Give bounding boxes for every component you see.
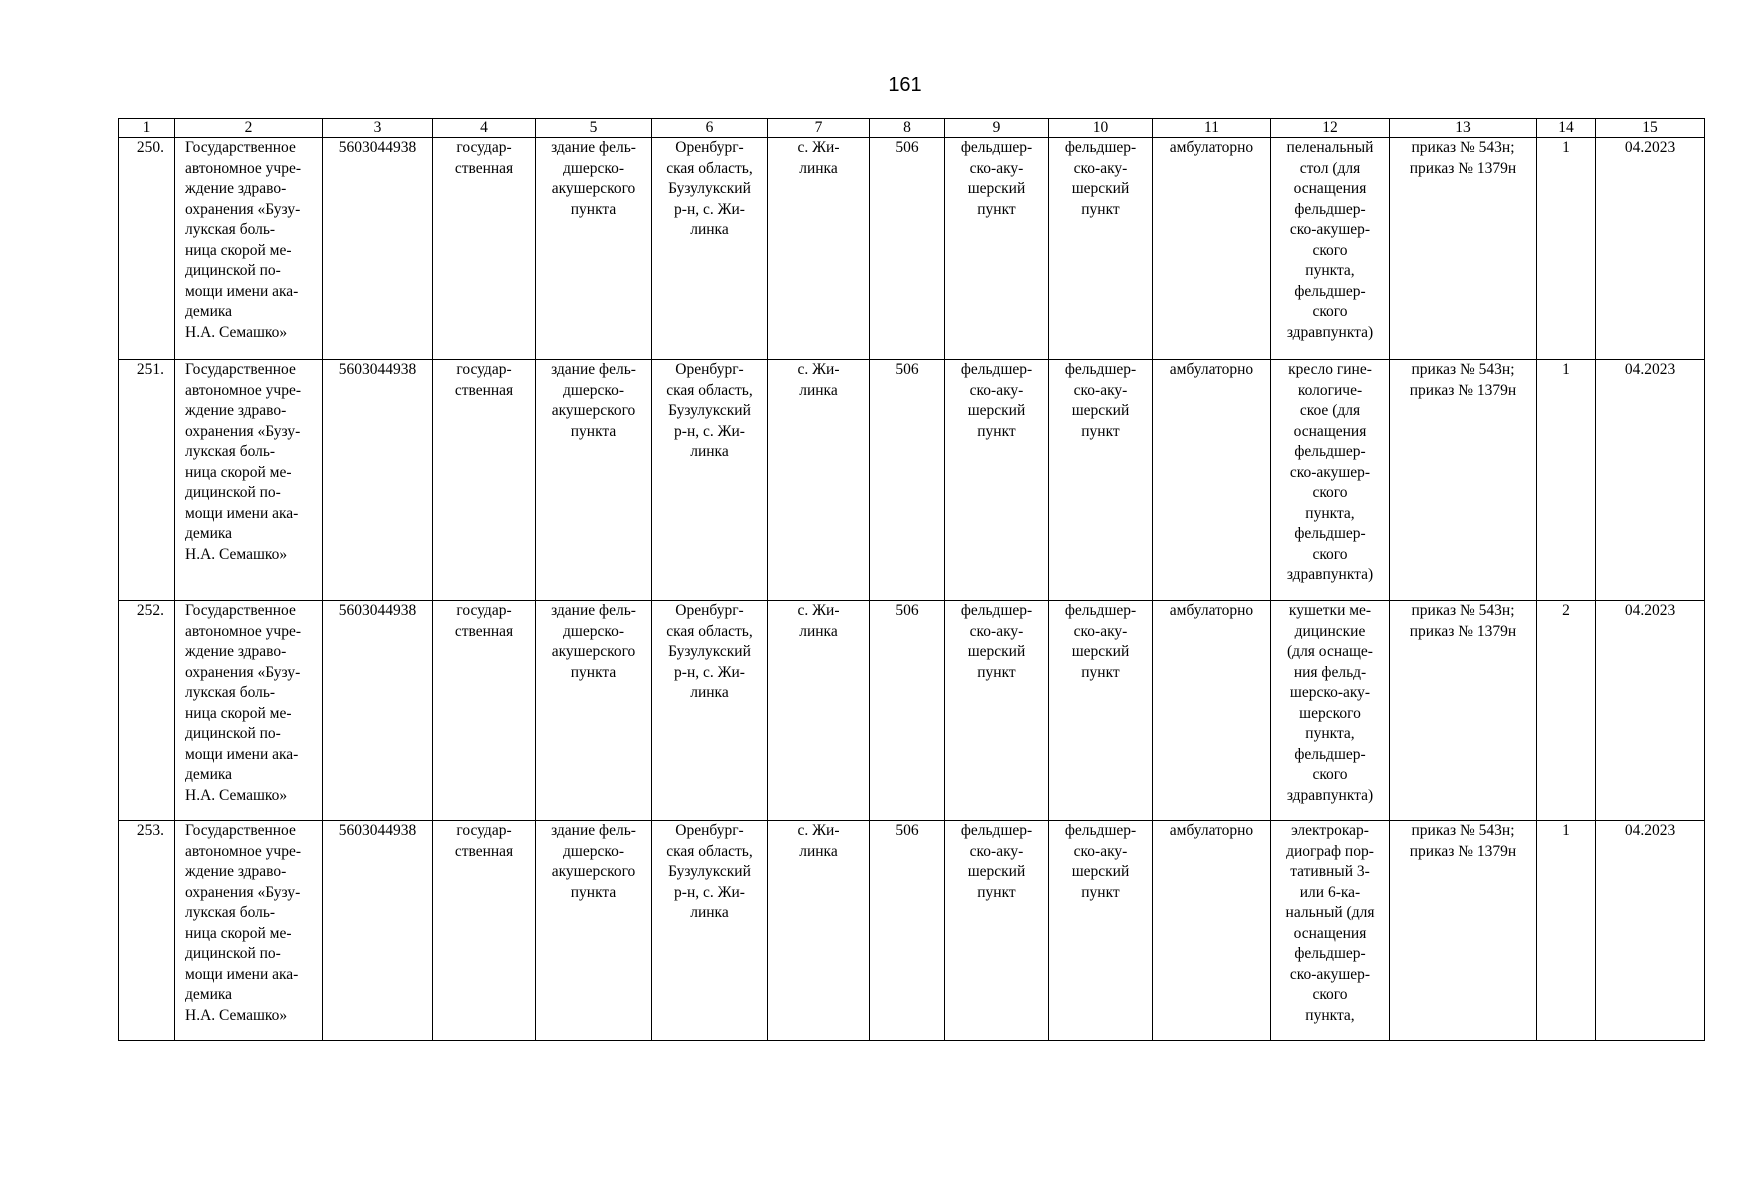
settlement-cell: с. Жи- линка bbox=[768, 360, 870, 601]
page-number: 161 bbox=[888, 74, 922, 96]
care-form-cell: амбулаторно bbox=[1153, 601, 1271, 821]
inn-cell: 5603044938 bbox=[323, 138, 433, 360]
unit-type-cell: фельдшер- ско-аку- шерский пункт bbox=[945, 360, 1049, 601]
address-cell: Оренбург- ская область, Бузулукский р-н, с. Жи- линка bbox=[652, 601, 768, 821]
inn-cell: 5603044938 bbox=[323, 821, 433, 1041]
column-header-2: 2 bbox=[175, 119, 323, 138]
care-form-cell: амбулаторно bbox=[1153, 821, 1271, 1041]
column-header-10: 10 bbox=[1049, 119, 1153, 138]
equipment-cell: пеленальный стол (для оснащения фельдшер- ско-акушер- ского пункта, фельдшер- ского здравпункта) bbox=[1271, 138, 1390, 360]
quantity-cell: 1 bbox=[1537, 821, 1596, 1041]
date-cell: 04.2023 bbox=[1596, 601, 1705, 821]
row-number-cell: 251. bbox=[119, 360, 175, 601]
table-row bbox=[119, 138, 1705, 360]
building-cell: здание фель- дшерско- акушерского пункта bbox=[536, 601, 652, 821]
unit-name-cell: фельдшер- ско-аку- шерский пункт bbox=[1049, 821, 1153, 1041]
unit-type-cell: фельдшер- ско-аку- шерский пункт bbox=[945, 821, 1049, 1041]
quantity-cell: 2 bbox=[1537, 601, 1596, 821]
ownership-cell: государ- ственная bbox=[433, 138, 536, 360]
building-cell: здание фель- дшерско- акушерского пункта bbox=[536, 360, 652, 601]
column-header-8: 8 bbox=[870, 119, 945, 138]
quantity-cell: 1 bbox=[1537, 360, 1596, 601]
settlement-cell: с. Жи- линка bbox=[768, 138, 870, 360]
column-header-3: 3 bbox=[323, 119, 433, 138]
date-cell: 04.2023 bbox=[1596, 360, 1705, 601]
table-row bbox=[119, 601, 1705, 821]
registry-table bbox=[118, 118, 1705, 1041]
organization-cell: Государственное автономное учре- ждение здраво- охранения «Бузу- лукская боль- ница скорой ме- дицинской по- мощи имени ака- демика Н.А. Семашко» bbox=[175, 821, 323, 1041]
care-form-cell: амбулаторно bbox=[1153, 360, 1271, 601]
order-cell: приказ № 543н; приказ № 1379н bbox=[1390, 821, 1537, 1041]
unit-name-cell: фельдшер- ско-аку- шерский пункт bbox=[1049, 138, 1153, 360]
equipment-cell: кушетки ме- дицинские (для оснаще- ния фельд- шерско-аку- шерского пункта, фельдшер- ского здравпункта) bbox=[1271, 601, 1390, 821]
ownership-cell: государ- ственная bbox=[433, 821, 536, 1041]
code-cell: 506 bbox=[870, 360, 945, 601]
ownership-cell: государ- ственная bbox=[433, 360, 536, 601]
column-header-7: 7 bbox=[768, 119, 870, 138]
equipment-cell: электрокар- диограф пор- тативный 3- или 6-ка- нальный (для оснащения фельдшер- ско-акушер- ского пункта, bbox=[1271, 821, 1390, 1041]
unit-type-cell: фельдшер- ско-аку- шерский пункт bbox=[945, 601, 1049, 821]
unit-name-cell: фельдшер- ско-аку- шерский пункт bbox=[1049, 601, 1153, 821]
row-number-cell: 250. bbox=[119, 138, 175, 360]
row-number-cell: 252. bbox=[119, 601, 175, 821]
organization-cell: Государственное автономное учре- ждение здраво- охранения «Бузу- лукская боль- ница скорой ме- дицинской по- мощи имени ака- демика Н.А. Семашко» bbox=[175, 138, 323, 360]
date-cell: 04.2023 bbox=[1596, 821, 1705, 1041]
column-header-14: 14 bbox=[1537, 119, 1596, 138]
date-cell: 04.2023 bbox=[1596, 138, 1705, 360]
quantity-cell: 1 bbox=[1537, 138, 1596, 360]
organization-cell: Государственное автономное учре- ждение здраво- охранения «Бузу- лукская боль- ница скорой ме- дицинской по- мощи имени ака- демика Н.А. Семашко» bbox=[175, 360, 323, 601]
organization-cell: Государственное автономное учре- ждение здраво- охранения «Бузу- лукская боль- ница скорой ме- дицинской по- мощи имени ака- демика Н.А. Семашко» bbox=[175, 601, 323, 821]
inn-cell: 5603044938 bbox=[323, 601, 433, 821]
care-form-cell: амбулаторно bbox=[1153, 138, 1271, 360]
equipment-cell: кресло гине- кологиче- ское (для оснащения фельдшер- ско-акушер- ского пункта, фельдшер- ского здравпункта) bbox=[1271, 360, 1390, 601]
column-header-1: 1 bbox=[119, 119, 175, 138]
code-cell: 506 bbox=[870, 138, 945, 360]
header-row bbox=[119, 119, 1705, 138]
column-header-9: 9 bbox=[945, 119, 1049, 138]
column-header-15: 15 bbox=[1596, 119, 1705, 138]
row-number-cell: 253. bbox=[119, 821, 175, 1041]
table-row bbox=[119, 360, 1705, 601]
order-cell: приказ № 543н; приказ № 1379н bbox=[1390, 138, 1537, 360]
address-cell: Оренбург- ская область, Бузулукский р-н, с. Жи- линка bbox=[652, 360, 768, 601]
table-row bbox=[119, 821, 1705, 1041]
column-header-4: 4 bbox=[433, 119, 536, 138]
order-cell: приказ № 543н; приказ № 1379н bbox=[1390, 360, 1537, 601]
settlement-cell: с. Жи- линка bbox=[768, 821, 870, 1041]
code-cell: 506 bbox=[870, 821, 945, 1041]
order-cell: приказ № 543н; приказ № 1379н bbox=[1390, 601, 1537, 821]
column-header-5: 5 bbox=[536, 119, 652, 138]
code-cell: 506 bbox=[870, 601, 945, 821]
inn-cell: 5603044938 bbox=[323, 360, 433, 601]
ownership-cell: государ- ственная bbox=[433, 601, 536, 821]
column-header-13: 13 bbox=[1390, 119, 1537, 138]
unit-type-cell: фельдшер- ско-аку- шерский пункт bbox=[945, 138, 1049, 360]
column-header-12: 12 bbox=[1271, 119, 1390, 138]
unit-name-cell: фельдшер- ско-аку- шерский пункт bbox=[1049, 360, 1153, 601]
column-header-6: 6 bbox=[652, 119, 768, 138]
address-cell: Оренбург- ская область, Бузулукский р-н, с. Жи- линка bbox=[652, 138, 768, 360]
building-cell: здание фель- дшерско- акушерского пункта bbox=[536, 821, 652, 1041]
building-cell: здание фель- дшерско- акушерского пункта bbox=[536, 138, 652, 360]
address-cell: Оренбург- ская область, Бузулукский р-н, с. Жи- линка bbox=[652, 821, 768, 1041]
column-header-11: 11 bbox=[1153, 119, 1271, 138]
settlement-cell: с. Жи- линка bbox=[768, 601, 870, 821]
